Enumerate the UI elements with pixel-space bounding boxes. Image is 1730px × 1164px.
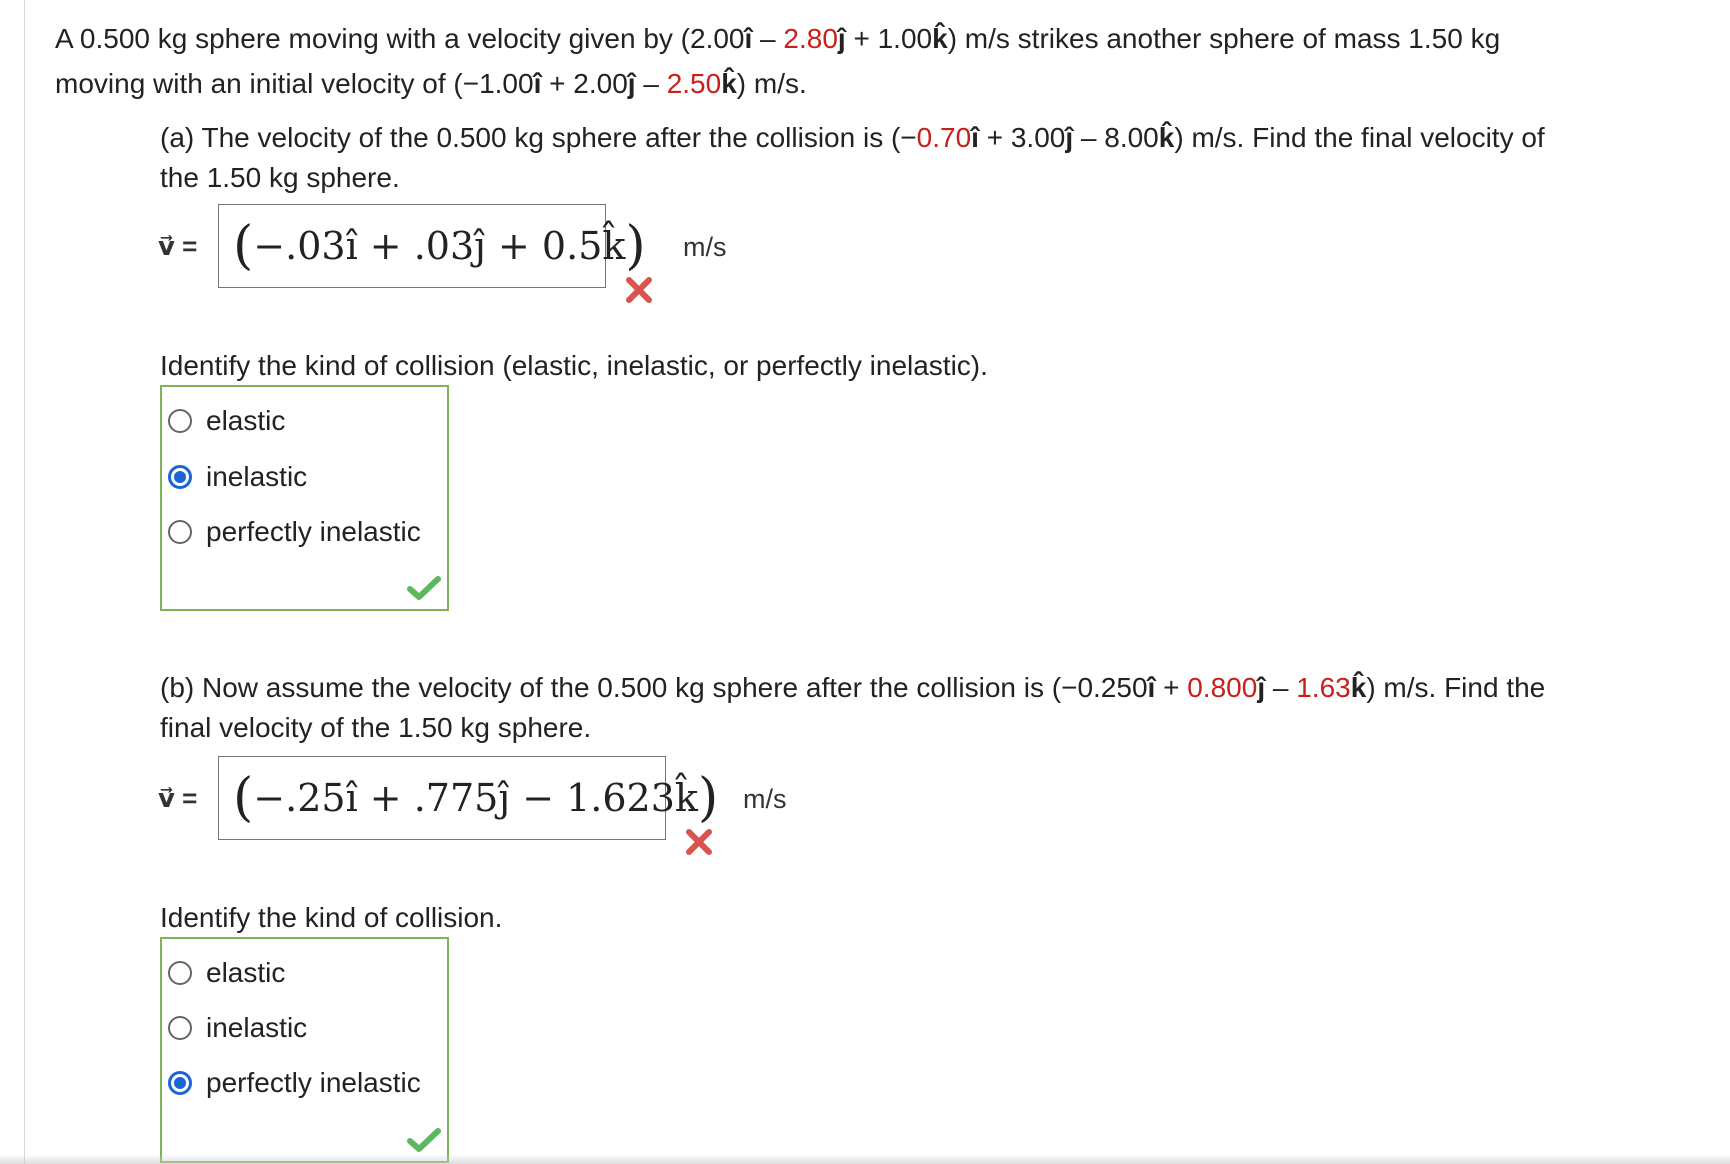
x-mark-icon [684,827,714,857]
check-mark-icon [407,1127,441,1153]
radio-button[interactable] [168,961,192,985]
check-mark-icon [407,575,441,601]
intro-text: + 1.00 [845,23,933,54]
choice-inelastic[interactable] [168,1008,307,1048]
unit-vector-k: k̂ [1350,672,1367,703]
unit-vector-i: î [1147,672,1156,703]
prompt-text: – 8.00 [1073,122,1159,153]
choice-label: perfectly inelastic [206,1067,421,1098]
choice-perfectly-inelastic[interactable] [168,512,421,552]
intro-text: + 2.00 [541,68,628,99]
paren-close: ) [697,768,719,828]
intro-text: A 0.500 kg sphere moving with a velocity given by (2.00 [55,23,745,54]
intro-text: ) m/s. [736,68,807,99]
collision-question-b: Identify the kind of collision. [160,902,503,933]
prompt-text: – [1265,672,1297,703]
velocity-label: v⃗ = [158,231,198,261]
unit-vector-j: ĵ [837,23,846,54]
answer-input-b[interactable] [218,756,719,840]
unit-vector-i: î [533,68,542,99]
answer-value: −.03î + .03ĵ + 0.5k̂ [253,224,626,268]
unit-vector-k: k̂ [932,23,948,54]
choice-perfectly-inelastic[interactable] [168,1063,421,1103]
choice-label: elastic [206,405,286,436]
intro-text: – [635,68,667,99]
paren-open: ( [233,768,254,828]
radio-button[interactable] [168,1016,192,1040]
intro-text: moving with an initial velocity of (−1.00 [55,68,534,99]
unit-vector-k: k̂ [1158,122,1175,153]
unit-vector-k: k̂ [721,68,737,99]
prompt-text: (a) The velocity of the 0.500 kg sphere after the collision is (− [160,122,917,153]
x-mark-icon [624,275,654,305]
part-a-prompt [160,118,1690,198]
prompt-text: ) m/s. Find the final velocity of [1174,122,1545,153]
unit-vector-i: î [971,122,979,153]
choice-label: inelastic [206,1012,308,1043]
part-b-prompt [160,668,1690,748]
unit-vector-j: ĵ [1257,672,1266,703]
variable-value: 0.800 [1187,672,1258,703]
choice-inelastic[interactable] [168,457,307,497]
radio-button-selected[interactable] [168,465,192,489]
variable-value: 0.70 [916,122,972,153]
choice-label: elastic [206,957,286,988]
prompt-text: (b) Now assume the velocity of the 0.500 kg sphere after the collision is (−0.250 [160,672,1148,703]
prompt-text: final velocity of the 1.50 kg sphere. [160,712,592,743]
radio-button[interactable] [168,520,192,544]
unit-label: m/s [683,232,727,262]
unit-vector-i: î [744,23,753,54]
prompt-text: + [1155,672,1188,703]
radio-button[interactable] [168,409,192,433]
variable-value: 2.80 [783,23,838,54]
prompt-text: + 3.00 [978,122,1066,153]
unit-label: m/s [743,784,787,814]
answer-input-a[interactable] [218,204,646,288]
choice-label: inelastic [206,461,308,492]
answer-value: −.25î + .775ĵ − 1.623k̂ [253,776,698,820]
collision-question-a: Identify the kind of collision (elastic, inelastic, or perfectly inelastic). [160,350,988,381]
choice-elastic[interactable] [168,953,285,993]
choice-group-b [160,937,449,1163]
unit-vector-j: ĵ [1065,122,1074,153]
intro-text: – [752,23,784,54]
bottom-shadow [0,1154,1730,1164]
variable-value: 2.50 [666,68,722,99]
variable-value: 1.63 [1296,672,1351,703]
paren-close: ) [625,216,646,276]
problem-statement [55,16,1695,106]
paren-open: ( [233,216,254,276]
choice-elastic[interactable] [168,401,285,441]
unit-vector-j: ĵ [627,68,636,99]
intro-text: ) m/s strikes another sphere of mass 1.50 kg [947,23,1501,54]
velocity-label: v⃗ = [158,783,198,813]
radio-button-selected[interactable] [168,1071,192,1095]
choice-group-a [160,385,449,611]
prompt-text: the 1.50 kg sphere. [160,162,400,193]
prompt-text: ) m/s. Find the [1366,672,1546,703]
choice-label: perfectly inelastic [206,516,421,547]
